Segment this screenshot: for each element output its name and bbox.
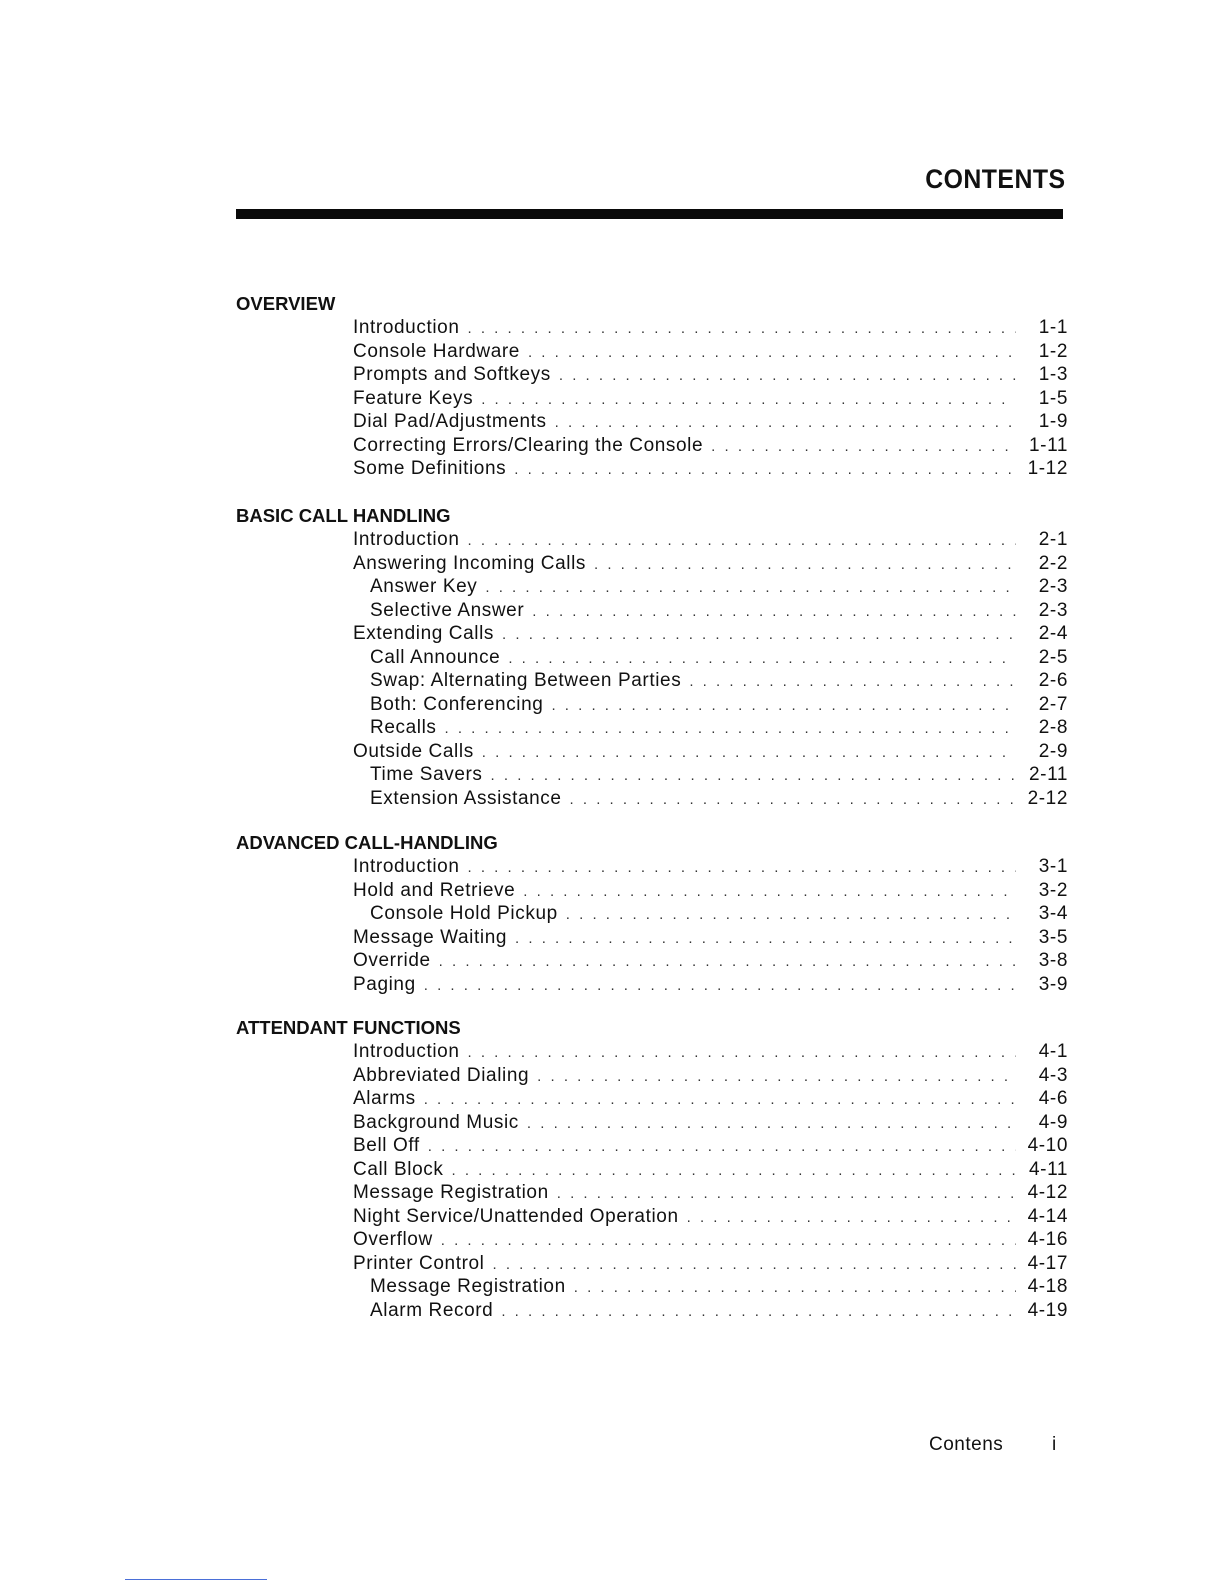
entry-page: 2-3 [1038,576,1068,597]
toc-entry [236,387,1068,411]
dot-leader [439,950,1016,974]
page-title: CONTENTS [924,164,1065,194]
entry-label: Introduction [353,856,460,877]
entry-page: 2-8 [1038,717,1068,738]
dot-leader [559,364,1016,388]
entry-label: Time Savers [370,764,483,785]
toc-entry [236,1158,1068,1182]
dot-leader [485,576,1016,600]
entry-label: Correcting Errors/Clearing the Console [353,434,704,456]
dot-leader [468,856,1017,880]
toc-entry [236,1040,1068,1064]
entry-label: Outside Calls [353,740,474,762]
toc-entry [236,740,1068,764]
entry-page: 1-2 [1038,340,1068,362]
section-heading: BASIC CALL HANDLING [236,505,451,526]
entry-page: 2-5 [1038,646,1068,668]
entry-page: 4-12 [1027,1182,1068,1203]
dot-leader [451,1159,1016,1183]
toc-entry [236,363,1068,387]
entry-label: Feature Keys [353,387,474,409]
entry-label: Both: Conferencing [370,693,544,715]
toc-entry [236,575,1068,599]
entry-page: 4-11 [1028,1158,1068,1180]
entry-label: Extension Assistance [370,787,562,809]
entry-page: 1-3 [1038,364,1068,385]
toc-section-basic-call-handling [236,504,1068,810]
entry-label: Printer Control [353,1252,485,1274]
dot-leader [514,458,1016,482]
entry-page: 4-6 [1038,1088,1068,1109]
entry-page: 4-16 [1027,1229,1068,1250]
dot-leader [523,880,1016,904]
bottom-link-underline [125,1579,267,1580]
entry-page: 1-1 [1038,317,1068,338]
toc-entry [236,1205,1068,1229]
toc-entry [236,316,1068,340]
entry-page: 1-12 [1027,458,1068,479]
entry-page: 4-19 [1027,1299,1068,1321]
entry-label: Introduction [353,529,460,550]
dot-leader [594,553,1016,577]
toc-entry [236,787,1068,811]
entry-page: 1-11 [1028,434,1068,456]
toc-entry [236,1111,1068,1135]
toc-entry [236,622,1068,646]
entry-page: 3-2 [1038,879,1068,901]
entry-label: Overflow [353,1229,433,1250]
entry-label: Prompts and Softkeys [353,364,551,385]
entry-label: Answer Key [370,576,478,597]
toc-entry [236,552,1068,576]
dot-leader [491,764,1016,788]
dot-leader [711,435,1016,459]
toc-entry [236,457,1068,481]
toc-entry [236,949,1068,973]
entry-page: 2-4 [1038,623,1068,644]
dot-leader [428,1135,1016,1159]
dot-leader [528,341,1016,365]
dot-leader [482,741,1016,765]
entry-label: Console Hold Pickup [370,903,558,924]
dot-leader [502,623,1016,647]
entry-page: 4-18 [1027,1276,1068,1297]
toc-entry [236,1181,1068,1205]
entry-page: 2-3 [1038,599,1068,621]
toc-entry [236,879,1068,903]
title-rule [236,209,1063,219]
entry-page: 3-9 [1038,973,1068,995]
entry-page: 1-5 [1038,387,1068,409]
toc-entry [236,434,1068,458]
footer-page-number: i [1052,1434,1057,1455]
entry-page: 2-1 [1038,529,1068,550]
toc-entry [236,410,1068,434]
toc-section-advanced-call-handling [236,831,1068,996]
entry-label: Selective Answer [370,599,525,621]
toc-entry [236,1252,1068,1276]
dot-leader [424,974,1016,998]
entry-label: Some Definitions [353,458,507,479]
dot-leader [424,1088,1016,1112]
entry-page: 4-14 [1027,1205,1068,1227]
toc-entry [236,693,1068,717]
toc-entry [236,902,1068,926]
dot-leader [481,388,1016,412]
entry-label: Extending Calls [353,623,495,644]
toc-entry [236,1064,1068,1088]
dot-leader [551,694,1016,718]
toc-entry [236,1134,1068,1158]
dot-leader [532,600,1016,624]
entry-label: Introduction [353,1041,460,1062]
dot-leader [570,788,1016,812]
toc-entry [236,926,1068,950]
entry-page: 3-1 [1038,856,1068,877]
dot-leader [557,1182,1016,1206]
toc-entry [236,1299,1068,1323]
entry-label: Message Registration [353,1182,549,1203]
entry-label: Hold and Retrieve [353,879,516,901]
section-heading: ADVANCED CALL-HANDLING [236,832,498,853]
entry-label: Paging [353,973,416,995]
section-heading: OVERVIEW [236,293,336,314]
entry-label: Introduction [353,317,460,338]
toc-entry [236,855,1068,879]
dot-leader [441,1229,1016,1253]
dot-leader [689,670,1016,694]
dot-leader [508,647,1016,671]
dot-leader [527,1112,1016,1136]
toc-section-attendant-functions [236,1016,1068,1322]
entry-label: Call Announce [370,646,501,668]
toc-entry [236,599,1068,623]
dot-leader [468,1041,1017,1065]
toc-entry [236,716,1068,740]
toc-entry [236,763,1068,787]
dot-leader [566,903,1016,927]
toc-entry [236,669,1068,693]
dot-leader [515,927,1016,951]
entry-page: 2-11 [1028,764,1068,785]
entry-page: 2-6 [1038,670,1068,691]
entry-label: Override [353,950,431,971]
toc-entry [236,646,1068,670]
toc-entry [236,1275,1068,1299]
entry-page: 1-9 [1038,411,1068,432]
entry-label: Bell Off [353,1135,420,1156]
page-footer [929,1434,1057,1456]
entry-label: Dial Pad/Adjustments [353,411,547,432]
toc-entry [236,973,1068,997]
entry-page: 3-5 [1038,926,1068,948]
entry-page: 4-1 [1038,1041,1068,1062]
dot-leader [555,411,1016,435]
dot-leader [537,1065,1016,1089]
dot-leader [574,1276,1016,1300]
entry-page: 3-4 [1038,903,1068,924]
entry-page: 3-8 [1038,950,1068,971]
toc-entry [236,1228,1068,1252]
toc-entry [236,340,1068,364]
dot-leader [501,1300,1016,1324]
entry-label: Message Registration [370,1276,566,1297]
entry-page: 4-10 [1027,1135,1068,1156]
entry-page: 2-12 [1027,787,1068,809]
entry-label: Call Block [353,1158,444,1180]
toc-entry [236,528,1068,552]
entry-label: Console Hardware [353,340,520,362]
entry-page: 4-9 [1038,1111,1068,1133]
dot-leader [468,529,1017,553]
entry-page: 4-3 [1038,1064,1068,1086]
dot-leader [493,1253,1017,1277]
dot-leader [468,317,1017,341]
entry-page: 2-9 [1038,740,1068,762]
entry-label: Alarm Record [370,1299,494,1321]
footer-label: Contens [929,1434,1004,1455]
dot-leader [445,717,1017,741]
entry-label: Recalls [370,717,437,738]
entry-page: 2-7 [1038,693,1068,715]
toc-entry [236,1087,1068,1111]
entry-page: 2-2 [1038,552,1068,574]
dot-leader [687,1206,1016,1230]
entry-label: Message Waiting [353,926,508,948]
entry-label: Answering Incoming Calls [353,552,586,574]
entry-label: Background Music [353,1111,519,1133]
entry-label: Abbreviated Dialing [353,1064,530,1086]
entry-label: Alarms [353,1088,416,1109]
toc-section-overview [236,292,1068,481]
entry-page: 4-17 [1027,1252,1068,1274]
entry-label: Night Service/Unattended Operation [353,1205,679,1227]
entry-label: Swap: Alternating Between Parties [370,670,682,691]
section-heading: ATTENDANT FUNCTIONS [236,1017,461,1038]
